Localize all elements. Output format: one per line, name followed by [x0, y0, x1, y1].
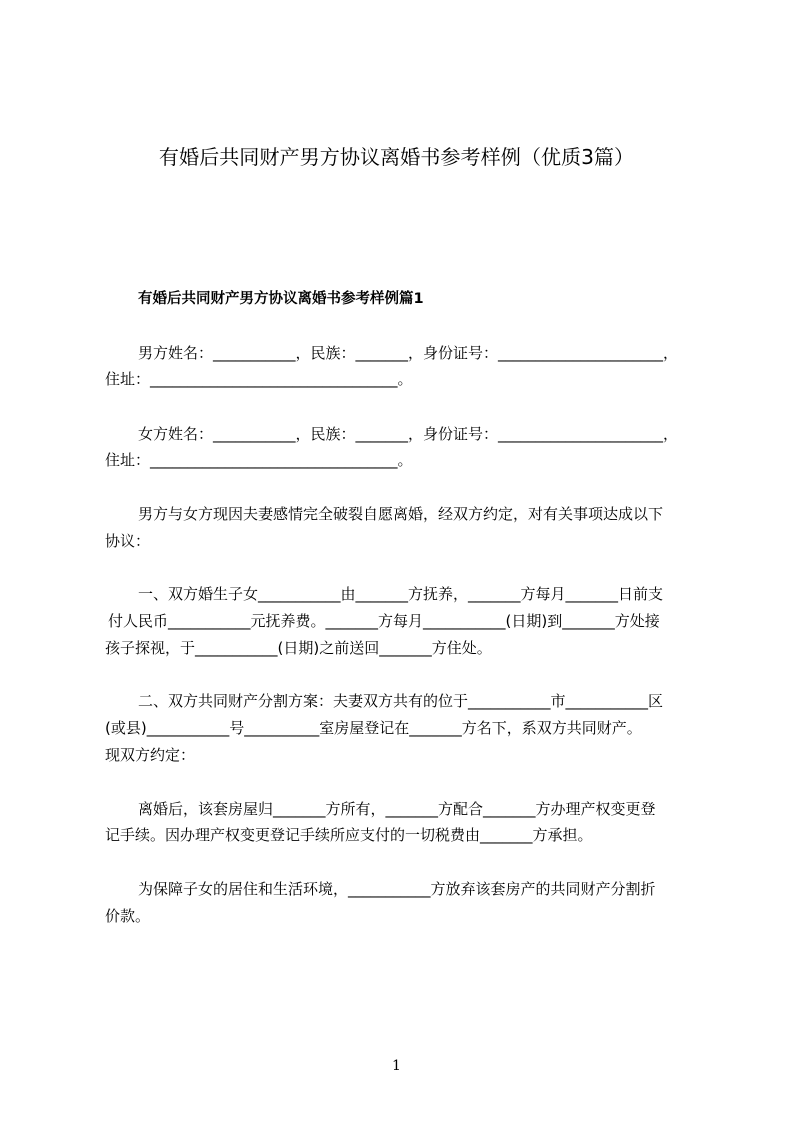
clause-2-line-1: 二、双方共同财产分割方案：夫妻双方共有的位于___________市___________区 [138, 692, 664, 710]
clause-2-line-3: 现双方约定： [105, 746, 196, 764]
page-number: 1 [392, 1058, 401, 1074]
clause-1-line-2: 付人民币___________元抚养费。_______方每月___________(日期)到_______方处接 [108, 612, 660, 630]
wife-info-line-1: 女方姓名：___________，民族：_______，身份证号：______________________， [138, 425, 679, 443]
clause-1-line-3: 孩子探视，于___________(日期)之前送回_______方住处。 [105, 639, 492, 657]
children-housing-line-2: 价款。 [105, 907, 151, 925]
clause-1-line-1: 一、双方婚生子女___________由_______方抚养，_______方每月_______日前支 [138, 585, 664, 603]
document-title: 有婚后共同财产男方协议离婚书参考样例（优质3篇） [158, 145, 635, 169]
preamble-line-1: 男方与女方现因夫妻感情完全破裂自愿离婚，经双方约定，对有关事项达成以下 [138, 505, 664, 523]
husband-info-line-2: 住址：_________________________________。 [105, 370, 413, 388]
house-ownership-line-2: 记手续。因办理产权变更登记手续所应支付的一切税费由_______方承担。 [105, 826, 593, 844]
wife-info-line-2: 住址：_________________________________。 [105, 451, 413, 469]
clause-2-line-2: (或县)___________号__________室房屋登记在_______方名下，系双方共同财产。 [105, 719, 642, 737]
section-heading: 有婚后共同财产男方协议离婚书参考样例篇1 [138, 291, 424, 307]
preamble-line-2: 协议： [105, 532, 151, 550]
children-housing-line-1: 为保障子女的居住和生活环境，___________方放弃该套房产的共同财产分割折 [138, 880, 656, 898]
house-ownership-line-1: 离婚后，该套房屋归_______方所有，_______方配合_______方办理产权变更登 [138, 800, 656, 818]
husband-info-line-1: 男方姓名：___________，民族：_______，身份证号：______________________， [138, 344, 679, 362]
